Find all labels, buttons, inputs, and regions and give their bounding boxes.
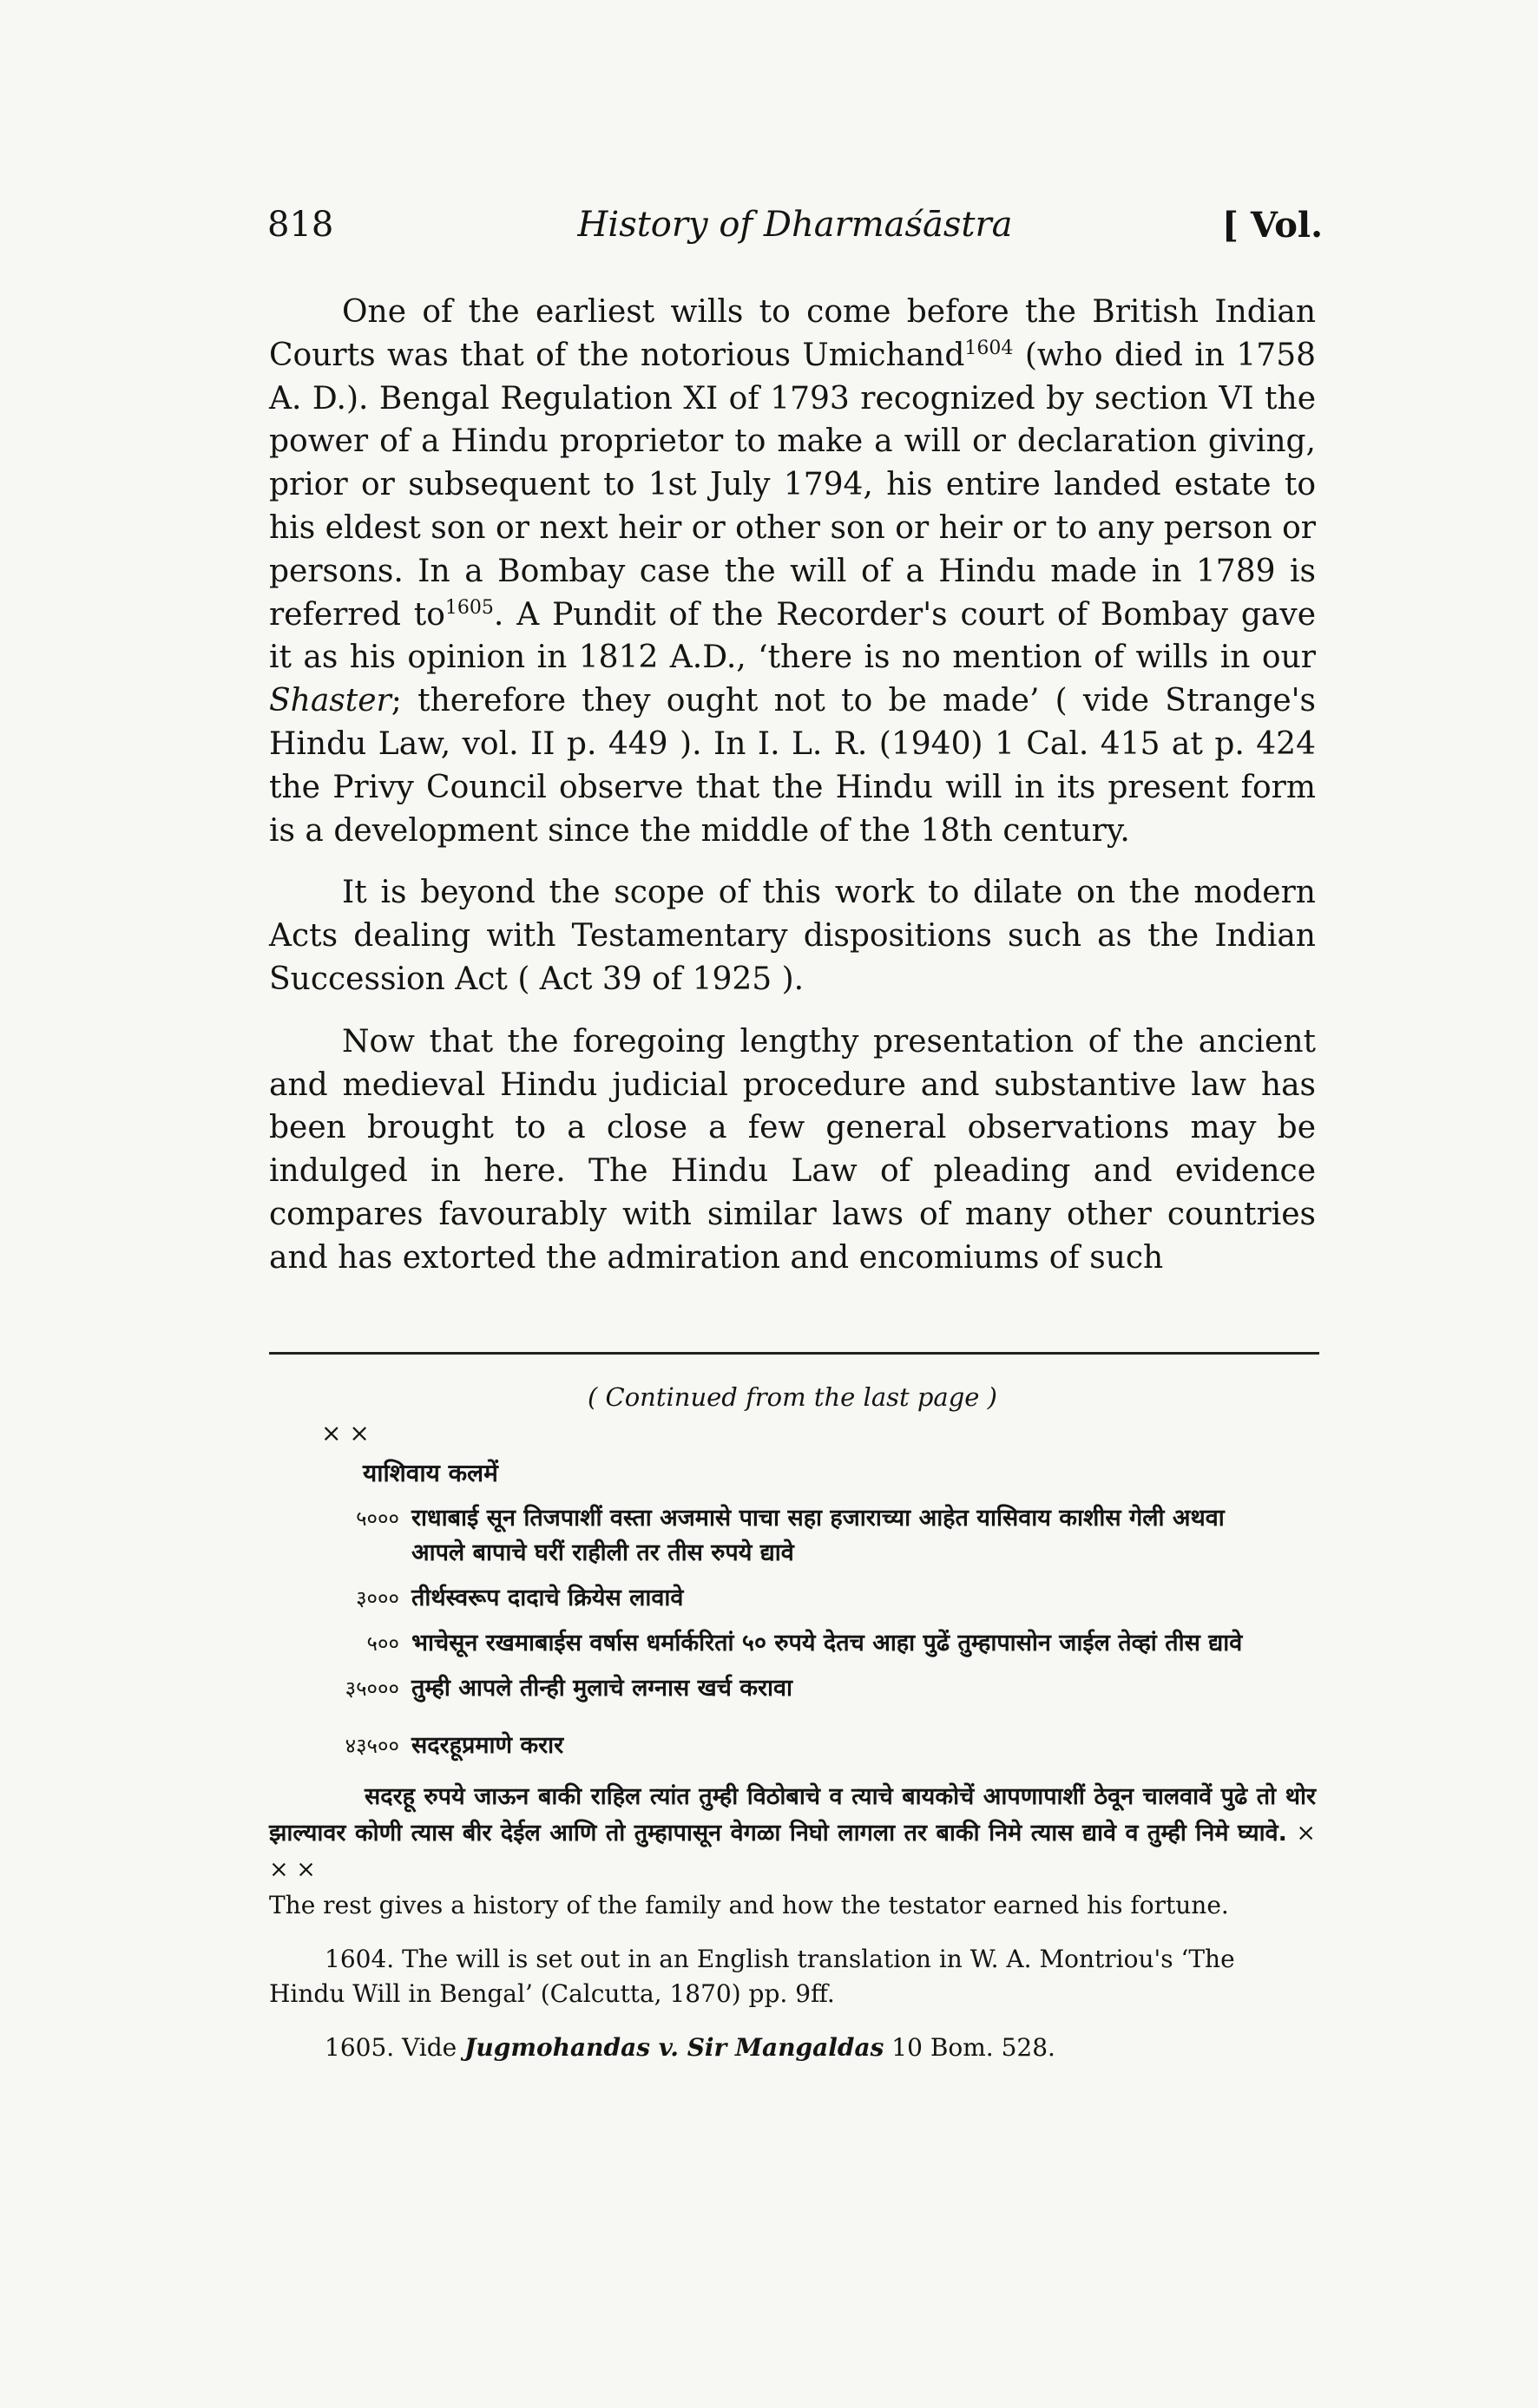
bequest-text: राधाबाई सून तिजपाशीं वस्ता अजमासे पाचा सहा हजाराच्या आहेत यासिवाय काशीस गेली अथवा आपले बापाचे घरीं राहीली तर तीस रुपये द्यावे [411,1505,1225,1566]
ellipsis-marks-end: × × × [269,1820,1316,1883]
total-amount: ४३५०० [345,1734,399,1758]
total-text: सदरहूप्रमाणे करार [411,1732,564,1759]
book-title: History of Dharmaśāstra [577,205,1013,245]
footnote-ref-1604: 1604 [964,337,1014,359]
bequest-entry [269,1501,1316,1571]
bequest-amount: ३५००० [345,1676,399,1701]
bequest-text: भाचेसून रखमाबाईस वर्षास धर्मार्करितां ५० रुपये देतच आहा पुढें तुम्हापासोन जाईल तेव्हां तीस द्यावे [411,1630,1243,1657]
bequest-entry [269,1581,1316,1616]
continued-note: ( Continued from the last page ) [587,1382,997,1412]
running-header [267,205,1323,257]
bequest-entry [269,1626,1316,1661]
marathi-paragraph: सदरहू रुपये जाऊन बाकी राहिल त्यांत तुम्ही विठोबाचे व त्याचे बायकोचें आपणापाशीं ठेवून चालवावें पुढे तो थोर झाल्यावर कोणी त्यास बीर देईल आणि तो तुम्हापासून वेगळा निघो लागला तर बाकी निमे त्यास द्यावे व तुम्ही निमे घ्यावे. × × × [269,1783,1316,1883]
footnote-1604: 1604. The will is set out in an English translation in W. A. Montriou's ‘The Hindu Will in Bengal’ (Calcutta, 1870) pp. 9ff. [269,1945,1235,2008]
body-text [269,291,1316,1299]
marathi-subheading: याशिवाय कलमें [363,1459,498,1487]
footnote-ref-1605: 1605 [444,596,494,619]
bequest-total [269,1729,1316,1763]
page-number: 818 [267,205,334,245]
paragraph-2: It is beyond the scope of this work to dilate on the modern Acts dealing with Testamentary dispositions such as the Indian Succession Act ( Act 39 of 1925 ). [269,875,1316,997]
bequest-amount: ५०० [366,1631,399,1656]
bequest-entry [269,1671,1316,1706]
footnote-1605: 1605. Vide Jugmohandas v. Sir Mangaldas 10 Bom. 528. [325,2033,1055,2062]
case-name: Jugmohandas v. Sir Mangaldas [464,2033,884,2062]
ellipsis-marks: × × [321,1419,370,1447]
footnote-divider [269,1352,1319,1355]
bequest-text: तुम्ही आपले तीन्ही मुलाचे लग्नास खर्च करावा [411,1675,793,1702]
bequest-text: तीर्थस्वरूप दादाचे क्रियेस लावावे [411,1585,684,1611]
italic-shaster: Shaster [269,683,391,719]
paragraph-3: Now that the foregoing lengthy presentation of the ancient and medieval Hindu judicial procedure and substantive law has been brought to a close a few general observations may be indulged in here. The Hindu Law of pleading and evidence compares favourably with similar laws of many other countries and has extorted the admiration and encomiums of such [269,1023,1316,1276]
bequest-amount: ५००० [356,1506,399,1531]
volume-label: [ Vol. [1221,205,1323,246]
translation-note: The rest gives a history of the family and how the testator earned his fortune. [269,1891,1229,1919]
paragraph-1: One of the earliest wills to come before the British Indian Courts was that of the notorious Umichand$^{1604}$ (who died in 1758 A. D.). Bengal Regulation XI of 1793 recognized by section VI the power of a Hindu proprietor to make a will or declaration giving, prior or subsequent to 1st July 1794, his entire landed estate to his eldest son or next heir or other son or heir or to any person or persons. In a Bombay case the will of a Hindu made in 1789 is referred $to^{1605}$. A Pundit of the Recorder's court of Bombay gave it as his opinion in 1812 A.D., ‘there is no mention of wills in our Shaster; therefore they ought not to be made’ ( vide Strange's Hindu Law, vol. II p. 449 ). In I. L. R. (1940) 1 Cal. 415 at p. 424 the Privy Council observe that the Hindu will in its present form is a development since the middle of the 18th century. [269,294,1316,849]
bequest-amount: ३००० [356,1586,399,1611]
footnotes [269,1380,1316,2065]
